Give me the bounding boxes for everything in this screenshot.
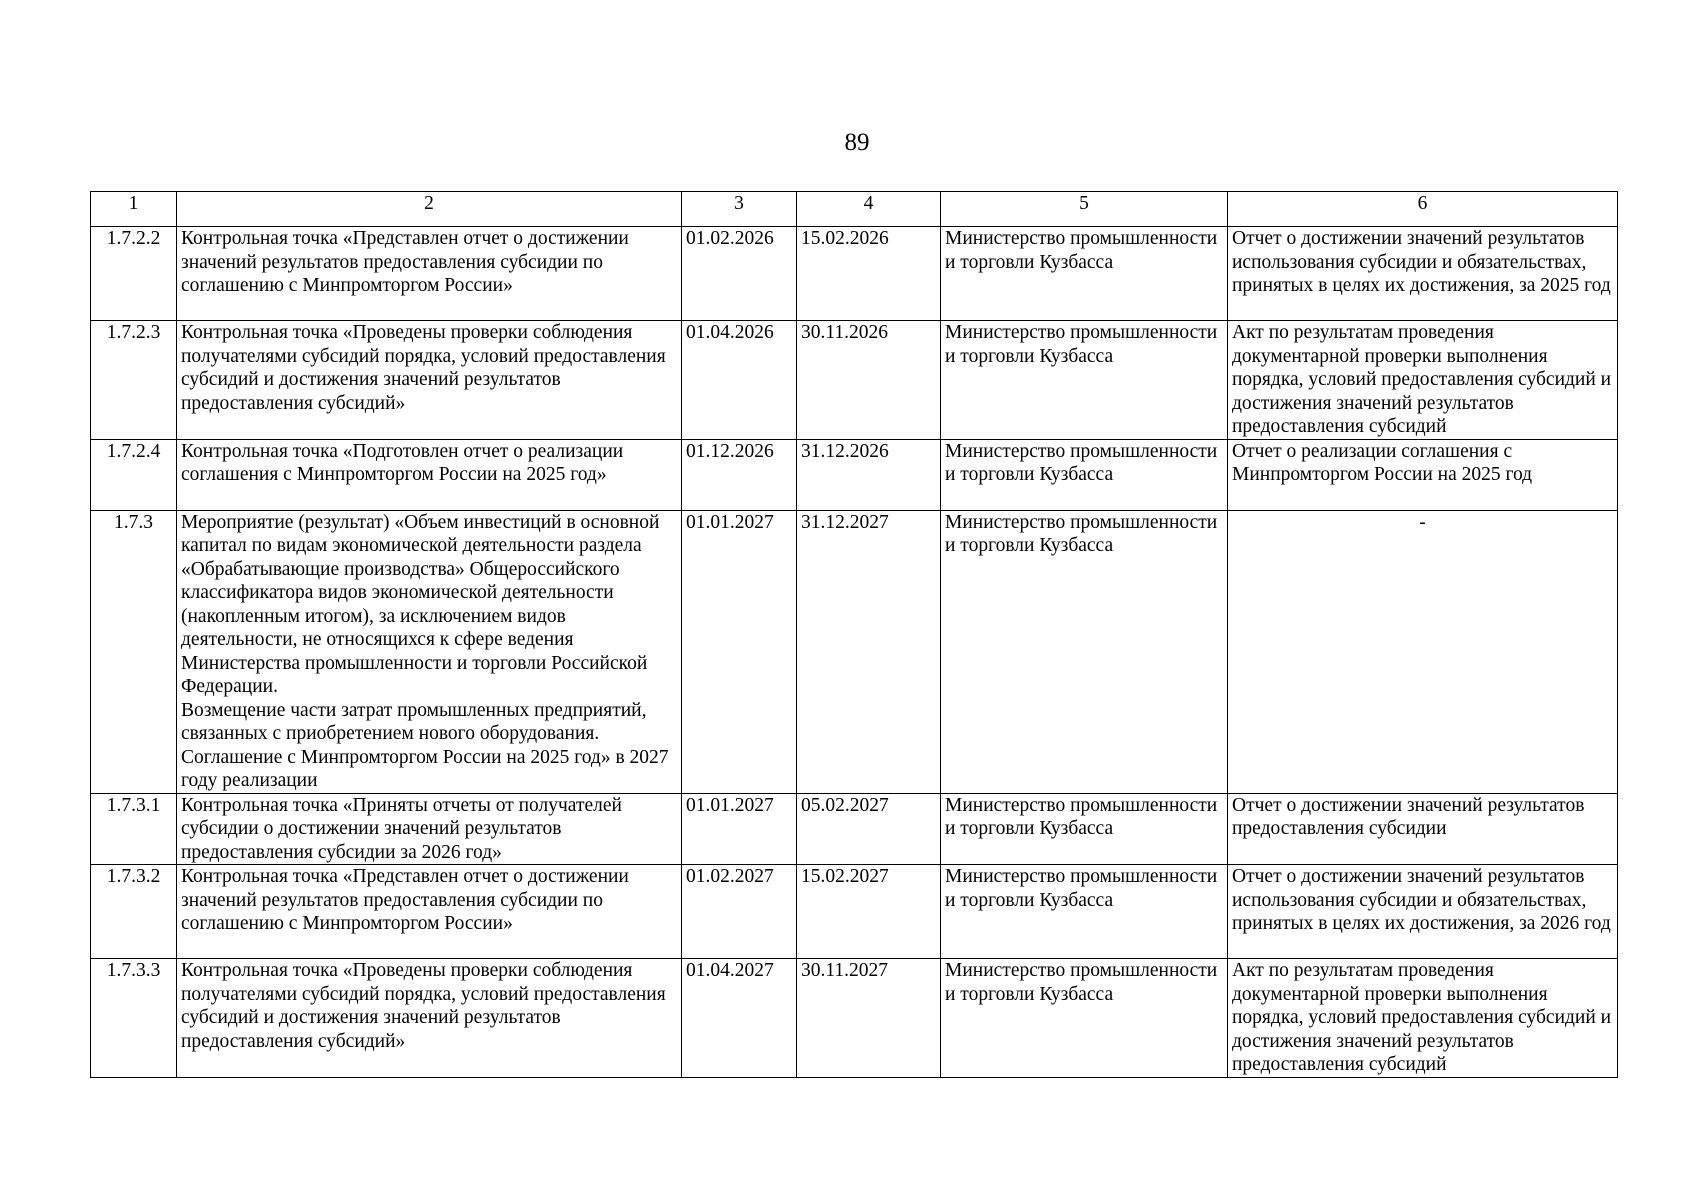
row-responsible: Министерство промышленности и торговли Кузбасса xyxy=(941,510,1228,793)
table-row xyxy=(91,793,1618,865)
row-start-date: 01.04.2027 xyxy=(682,959,797,1078)
header-col-3: 3 xyxy=(682,192,797,227)
row-number: 1.7.3 xyxy=(91,510,177,793)
row-result: Отчет о достижении значений результатов использования субсидии и обязательствах, принятых в целях их достижения, за 2025 год xyxy=(1228,227,1618,321)
row-start-date: 01.02.2026 xyxy=(682,227,797,321)
row-result: - xyxy=(1228,510,1618,793)
row-description: Контрольная точка «Проведены проверки соблюдения получателями субсидий порядка, условий предоставления субсидий и достижения значений результатов предоставления субсидий» xyxy=(177,321,682,440)
row-start-date: 01.01.2027 xyxy=(682,793,797,865)
row-description: Контрольная точка «Приняты отчеты от получателей субсидии о достижении значений результатов предоставления субсидии за 2026 год» xyxy=(177,793,682,865)
plan-table xyxy=(90,191,1618,1078)
table-row xyxy=(91,321,1618,440)
row-description: Контрольная точка «Представлен отчет о достижении значений результатов предоставления субсидии по соглашению с Минпромторгом России» xyxy=(177,865,682,959)
row-end-date: 31.12.2027 xyxy=(797,510,941,793)
row-result: Отчет о достижении значений результатов использования субсидии и обязательствах, принятых в целях их достижения, за 2026 год xyxy=(1228,865,1618,959)
table-row xyxy=(91,959,1618,1078)
row-responsible: Министерство промышленности и торговли Кузбасса xyxy=(941,321,1228,440)
row-responsible: Министерство промышленности и торговли Кузбасса xyxy=(941,959,1228,1078)
row-number: 1.7.3.1 xyxy=(91,793,177,865)
row-end-date: 30.11.2027 xyxy=(797,959,941,1078)
row-responsible: Министерство промышленности и торговли Кузбасса xyxy=(941,865,1228,959)
row-result: Акт по результатам проведения документарной проверки выполнения порядка, условий предоставления субсидий и достижения значений результатов предоставления субсидий xyxy=(1228,321,1618,440)
header-row xyxy=(91,192,1618,227)
row-end-date: 05.02.2027 xyxy=(797,793,941,865)
header-col-1: 1 xyxy=(91,192,177,227)
row-number: 1.7.3.3 xyxy=(91,959,177,1078)
header-col-2: 2 xyxy=(177,192,682,227)
row-description: Контрольная точка «Подготовлен отчет о реализации соглашения с Минпромторгом России на 2025 год» xyxy=(177,439,682,510)
row-start-date: 01.02.2027 xyxy=(682,865,797,959)
row-result: Отчет о реализации соглашения с Минпромторгом России на 2025 год xyxy=(1228,439,1618,510)
row-start-date: 01.12.2026 xyxy=(682,439,797,510)
row-start-date: 01.01.2027 xyxy=(682,510,797,793)
table-row xyxy=(91,865,1618,959)
table-row xyxy=(91,439,1618,510)
header-col-4: 4 xyxy=(797,192,941,227)
row-responsible: Министерство промышленности и торговли Кузбасса xyxy=(941,227,1228,321)
header-col-6: 6 xyxy=(1228,192,1618,227)
row-number: 1.7.2.2 xyxy=(91,227,177,321)
table-row xyxy=(91,510,1618,793)
row-description: Контрольная точка «Проведены проверки соблюдения получателями субсидий порядка, условий предоставления субсидий и достижения значений результатов предоставления субсидий» xyxy=(177,959,682,1078)
row-responsible: Министерство промышленности и торговли Кузбасса xyxy=(941,439,1228,510)
header-col-5: 5 xyxy=(941,192,1228,227)
row-responsible: Министерство промышленности и торговли Кузбасса xyxy=(941,793,1228,865)
row-number: 1.7.2.4 xyxy=(91,439,177,510)
row-result: Акт по результатам проведения документарной проверки выполнения порядка, условий предоставления субсидий и достижения значений результатов предоставления субсидий xyxy=(1228,959,1618,1078)
row-number: 1.7.3.2 xyxy=(91,865,177,959)
row-result: Отчет о достижении значений результатов предоставления субсидии xyxy=(1228,793,1618,865)
row-end-date: 30.11.2026 xyxy=(797,321,941,440)
page-number: 89 xyxy=(844,129,870,156)
row-end-date: 15.02.2026 xyxy=(797,227,941,321)
row-start-date: 01.04.2026 xyxy=(682,321,797,440)
row-end-date: 15.02.2027 xyxy=(797,865,941,959)
row-end-date: 31.12.2026 xyxy=(797,439,941,510)
table-row xyxy=(91,227,1618,321)
row-description: Контрольная точка «Представлен отчет о достижении значений результатов предоставления субсидии по соглашению с Минпромторгом России» xyxy=(177,227,682,321)
row-description: Мероприятие (результат) «Объем инвестиций в основной капитал по видам экономической деятельности раздела «Обрабатывающие производства» Общероссийского классификатора видов экономической деятельности (накопленным итогом), за исключением видов деятельности, не относящихся к сфере ведения Министерства промышленности и торговли Российской Федерации. Возмещение части затрат промышленных предприятий, связанных с приобретением нового оборудования. Соглашение с Минпромторгом России на 2025 год» в 2027 году реализации xyxy=(177,510,682,793)
row-number: 1.7.2.3 xyxy=(91,321,177,440)
